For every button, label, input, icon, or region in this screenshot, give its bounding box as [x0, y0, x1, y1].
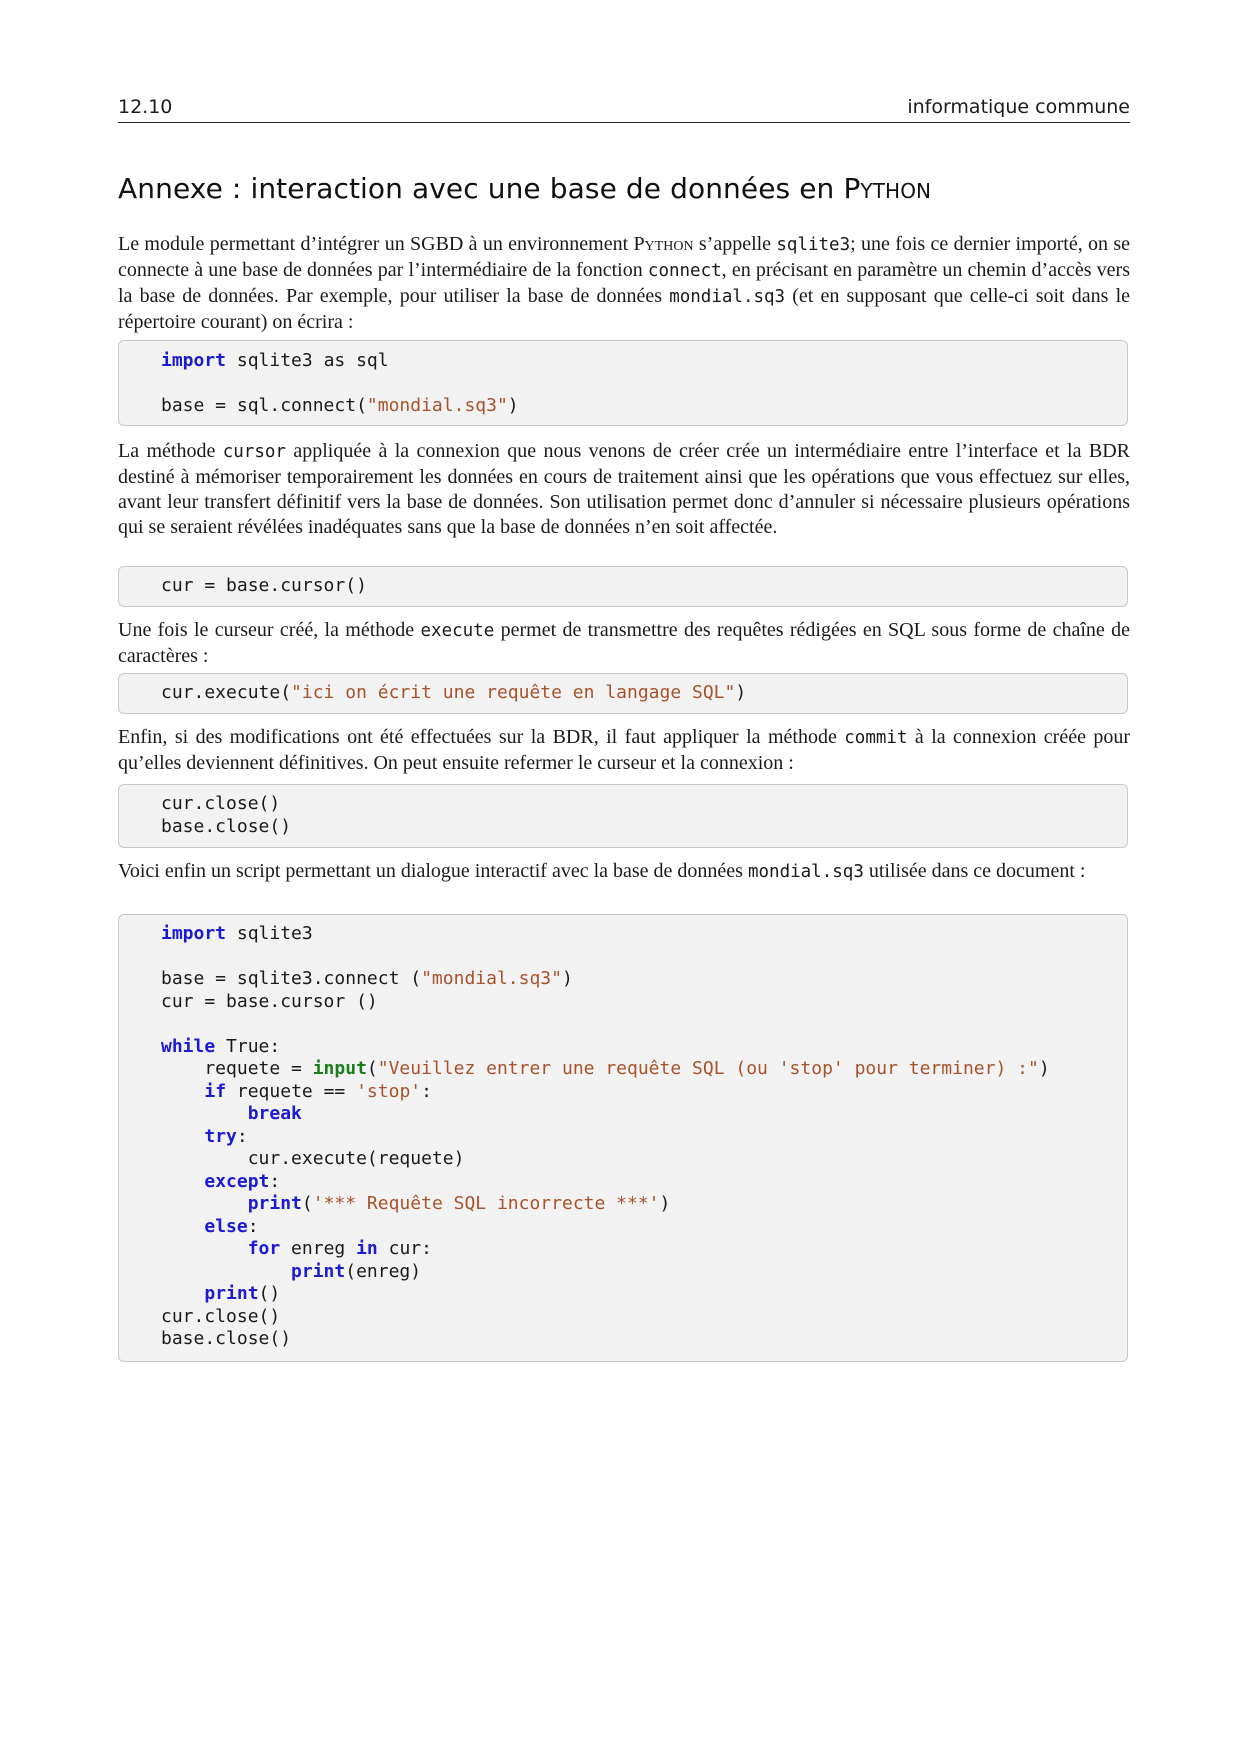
paragraph-script: Voici enfin un script permettant un dialogue interactif avec la base de données mondial.sq3 utilisée dans ce document :	[118, 860, 1086, 882]
paragraph-intro: Le module permettant d’intégrer un SGBD à un environnement Python s’appelle sqlite3; une fois ce dernier importé, on se connecte à une base de données par l’intermédiaire de la fonction connect, en précisant en paramètre un chemin d’accès vers la base de données. Par exemple, pour utiliser la base de données mondial.sq3 (et en supposant que celle-ci soit dans le répertoire courant) on écrira :	[118, 233, 1131, 333]
inline-code: sqlite3	[776, 235, 851, 255]
running-header	[118, 96, 1130, 123]
inline-code: execute	[420, 621, 495, 641]
paragraph-cursor: La méthode cursor appliquée à la connexion que nous venons de créer crée un intermédiaire entre l’interface et la BDR destiné à mémoriser temporairement les données en cours de traitement ainsi que les opérations que vous effectuez sur elles, avant leur transfert définitif vers la base de données. Son utilisation permet donc d’annuler si nécessaire plusieurs opérations qui se seraient révélées inadéquates sans que la base de données n’en soit affectée.	[118, 440, 1130, 538]
title-text: Annexe : interaction avec une base de données en	[118, 172, 835, 205]
code-block-execute: cur.execute("ici on écrit une requête en langage SQL")	[118, 673, 1128, 714]
paragraph-commit: Enfin, si des modifications ont été effectuées sur la BDR, il faut appliquer la méthode commit à la connexion créée pour qu’elles deviennent définitives. On peut ensuite refermer le curseur et la connexion :	[118, 726, 1131, 774]
paragraph-execute: Une fois le curseur créé, la méthode execute permet de transmettre des requêtes rédigées en SQL sous forme de chaîne de caractères :	[118, 619, 1130, 667]
inline-code: commit	[844, 728, 908, 748]
inline-code: cursor	[222, 442, 286, 462]
inline-code: mondial.sq3	[747, 862, 864, 882]
section-title	[118, 172, 931, 205]
code-block-import: import sqlite3 as sql base = sql.connect("mondial.sq3")	[118, 340, 1128, 426]
code-block-script: import sqlite3 base = sqlite3.connect ("mondial.sq3") cur = base.cursor () while True: requete = input("Veuillez entrer une requête SQL (ou 'stop' pour terminer) :") if requete == 'stop': break try: cur.execute(requete) except: print('*** Requête SQL incorrecte ***') else: for enreg in cur: print(enreg) print() cur.close() base.close()	[118, 914, 1128, 1362]
title-python: Python	[843, 172, 932, 205]
code-block-cursor: cur = base.cursor()	[118, 566, 1128, 607]
section-number: 12.10	[118, 96, 173, 118]
code-block-close: cur.close() base.close()	[118, 784, 1128, 848]
course-name: informatique commune	[907, 96, 1130, 118]
inline-code: connect	[647, 261, 722, 281]
inline-code: mondial.sq3	[669, 287, 786, 307]
